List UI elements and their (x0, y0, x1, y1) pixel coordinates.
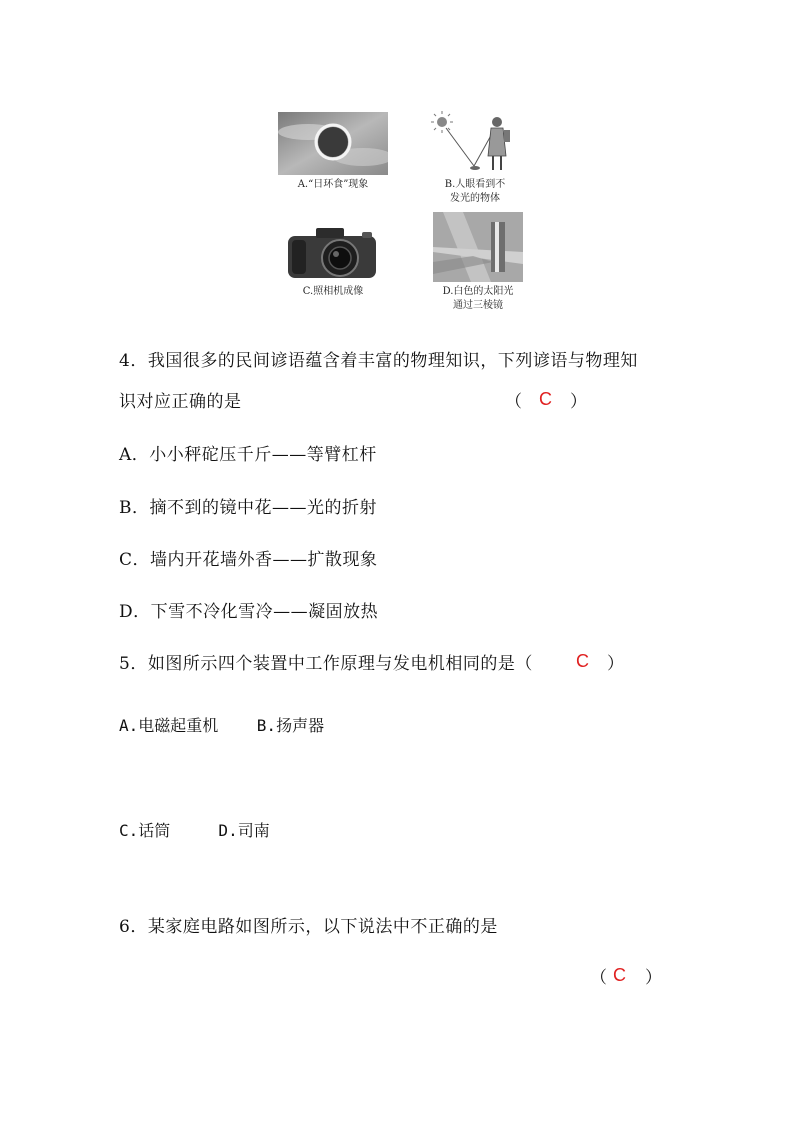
caption-d-line1: D.白色的太阳光 (442, 286, 514, 297)
eclipse-image (278, 112, 388, 175)
q4-option-d: D．下雪不冷化雪冷——凝固放热 (119, 602, 379, 622)
q6-paren-open: （ (590, 968, 608, 988)
q5-options-row2: C.话筒 D.司南 (119, 821, 270, 840)
q4-option-a: A．小小秤砣压千斤——等臂杠杆 (119, 445, 377, 465)
caption-b (425, 178, 525, 206)
caption-c: C.照相机成像 (302, 286, 364, 297)
prism-icon (433, 212, 523, 282)
q6-answer: C (613, 965, 626, 985)
caption-d-line2: 通过三棱镜 (453, 300, 503, 311)
camera-icon (284, 222, 380, 282)
q4-option-c: C．墙内开花墙外香——扩散现象 (119, 550, 378, 570)
caption-d (425, 285, 531, 313)
prism-image (433, 212, 523, 282)
q4-line1: 4．我国很多的民间谚语蕴含着丰富的物理知识，下列谚语与物理知 (119, 351, 638, 371)
person-sun-image (430, 108, 520, 178)
eclipse-icon (278, 112, 388, 175)
q5-options-row1: A.电磁起重机 B.扬声器 (119, 716, 325, 735)
q4-paren-open: （ (505, 392, 523, 412)
caption-b-line1: B.人眼看到不 (444, 179, 506, 190)
q4-line2: 识对应正确的是 (119, 392, 242, 412)
q6-stem: 6．某家庭电路如图所示，以下说法中不正确的是 (119, 917, 498, 937)
q4-answer: C (539, 389, 552, 409)
sun-person-icon (430, 108, 520, 178)
q5-paren-close: ） (607, 654, 625, 674)
caption-b-line2: 发光的物体 (450, 193, 500, 204)
q5-stem: 5．如图所示四个装置中工作原理与发电机相同的是（ (119, 654, 533, 674)
q4-option-b: B．摘不到的镜中花——光的折射 (119, 498, 377, 518)
q4-paren-close: ） (570, 392, 588, 412)
caption-a: A.“日环食”现象 (297, 179, 369, 190)
q5-answer: C (576, 651, 589, 671)
camera-image (284, 222, 380, 282)
q6-paren-close: ） (645, 968, 663, 988)
